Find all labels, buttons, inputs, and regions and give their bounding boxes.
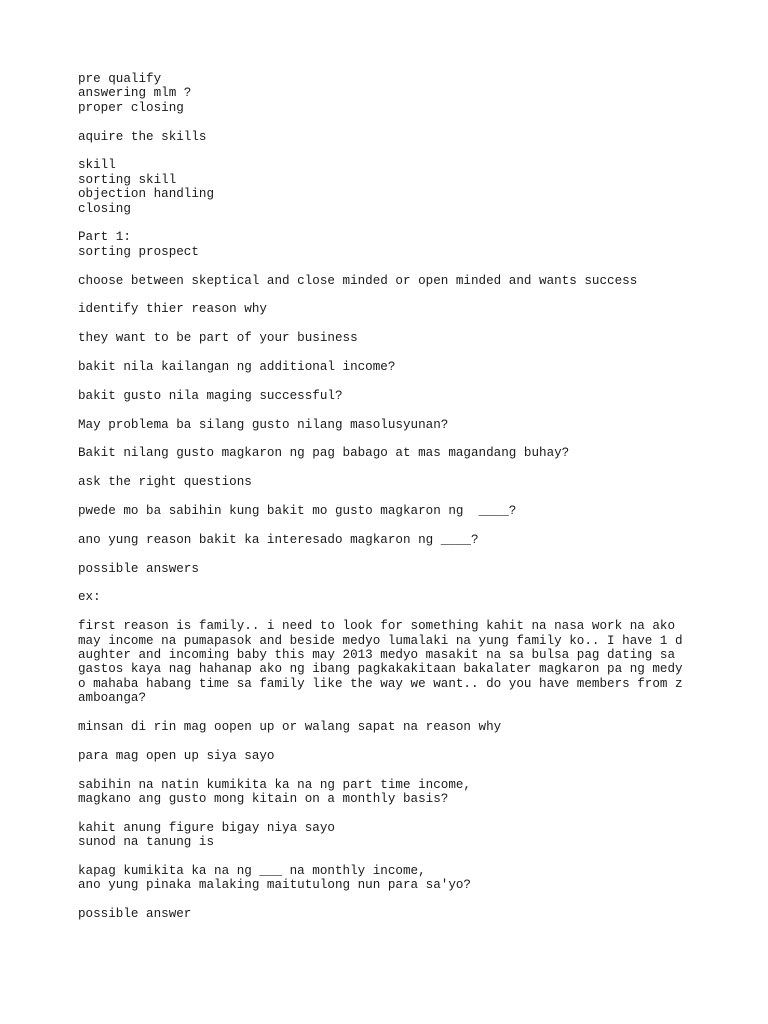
text-line: possible answer (78, 907, 192, 922)
text-line: Part 1: (78, 230, 131, 245)
paragraph (78, 72, 708, 115)
paragraph (78, 274, 708, 288)
text-line: skill (78, 158, 116, 173)
paragraph (78, 821, 708, 850)
text-line: Bakit nilang gusto magkaron ng pag babago at mas magandang buhay? (78, 446, 570, 461)
text-line: sabihin na natin kumikita ka na ng part time income, (78, 777, 471, 792)
text-line: ask the right questions (78, 475, 252, 490)
document-body (78, 72, 708, 936)
paragraph (78, 331, 708, 345)
text-line: may income na pumapasok and beside medyo lumalaki na yung family ko.. I have 1 d (78, 633, 683, 648)
text-line: objection handling (78, 187, 215, 202)
text-line: sunod na tanung is (78, 835, 215, 850)
text-line: sorting skill (78, 172, 177, 187)
paragraph (78, 562, 708, 576)
text-line: gastos kaya nag hahanap ako ng ibang pagkakakitaan bakalater magkaron pa ng medy (78, 662, 683, 677)
text-line: answering mlm ? (78, 86, 192, 101)
paragraph (78, 360, 708, 374)
text-line: ex: (78, 590, 101, 605)
paragraph (78, 907, 708, 921)
paragraph (78, 533, 708, 547)
paragraph (78, 389, 708, 403)
paragraph (78, 302, 708, 316)
text-line: para mag open up siya sayo (78, 748, 275, 763)
text-line: first reason is family.. i need to look for something kahit na nasa work na ako (78, 619, 676, 634)
text-line: choose between skeptical and close minded or open minded and wants success (78, 273, 638, 288)
paragraph (78, 130, 708, 144)
text-line: kapag kumikita ka na ng ___ na monthly income, (78, 864, 426, 879)
text-line: pwede mo ba sabihin kung bakit mo gusto magkaron ng ____? (78, 504, 517, 518)
paragraph (78, 864, 708, 893)
paragraph (78, 475, 708, 489)
paragraph (78, 504, 708, 518)
paragraph (78, 418, 708, 432)
text-line: identify thier reason why (78, 302, 267, 317)
paragraph (78, 749, 708, 763)
text-line: ano yung pinaka malaking maitutulong nun para sa'yo? (78, 878, 471, 893)
text-line: proper closing (78, 100, 184, 115)
text-line: possible answers (78, 561, 199, 576)
text-line: amboanga? (78, 691, 147, 706)
text-line: they want to be part of your business (78, 331, 358, 346)
text-line: bakit gusto nila maging successful? (78, 388, 343, 403)
paragraph (78, 158, 708, 216)
text-line: closing (78, 201, 131, 216)
text-line: minsan di rin mag oopen up or walang sapat na reason why (78, 720, 502, 735)
paragraph (78, 778, 708, 807)
text-line: o mahaba habang time sa family like the way we want.. do you have members from z (78, 676, 683, 691)
text-line: aquire the skills (78, 129, 207, 144)
paragraph (78, 230, 708, 259)
text-line: pre qualify (78, 72, 162, 86)
paragraph (78, 446, 708, 460)
text-line: aughter and incoming baby this may 2013 medyo masakit na sa bulsa pag dating sa (78, 648, 676, 662)
text-line: ano yung reason bakit ka interesado magkaron ng ____? (78, 532, 479, 547)
text-line: May problema ba silang gusto nilang masolusyunan? (78, 417, 449, 432)
text-line: sorting prospect (78, 244, 199, 259)
text-line: kahit anung figure bigay niya sayo (78, 820, 335, 835)
paragraph (78, 720, 708, 734)
text-line: bakit nila kailangan ng additional income? (78, 360, 396, 375)
paragraph (78, 619, 708, 705)
text-line: magkano ang gusto mong kitain on a monthly basis? (78, 792, 449, 807)
paragraph (78, 590, 708, 604)
